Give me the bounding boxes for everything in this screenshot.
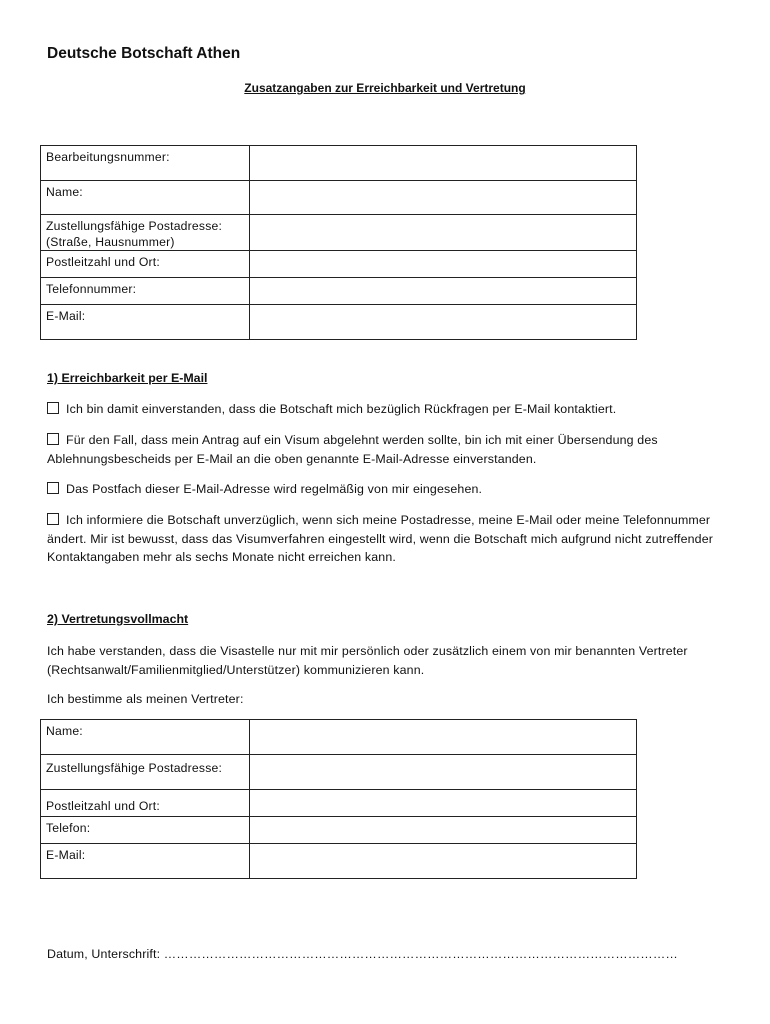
signature-line[interactable]: Datum, Unterschrift: ……………………………………………………………………………………………………………	[47, 947, 678, 961]
label-postadresse	[41, 215, 250, 251]
form-title: Zusatzangaben zur Erreichbarkeit und Vertretung	[244, 81, 526, 95]
rep-label-email: E-Mail:	[41, 844, 250, 879]
checkbox-rejection-email[interactable]	[47, 433, 59, 445]
rep-label-telefon: Telefon:	[41, 817, 250, 844]
rep-field-postadresse[interactable]	[250, 755, 637, 790]
rep-field-telefon[interactable]	[250, 817, 637, 844]
label-email: E-Mail:	[41, 305, 250, 340]
field-plz-ort[interactable]	[250, 251, 637, 278]
checkbox-inform-changes[interactable]	[47, 513, 59, 525]
representative-table	[40, 719, 637, 879]
checkbox-text: Ich informiere die Botschaft unverzüglich, wenn sich meine Postadresse, meine E-Mail oder meine Telefonnummer ändert. Mir ist bewusst, dass das Visumverfahren eingestellt wird, wenn die Botschaft mich aufgrund nicht zutreffender Kontaktangaben mehr als sechs Monate nicht erreichen kann.	[47, 513, 714, 564]
checkbox-item-rejection-email	[47, 431, 727, 468]
representative-explanation: Ich habe verstanden, dass die Visastelle nur mit mir persönlich oder zusätzlich einem von mir benannten Vertreter (Rechtsanwalt/Familienmitglied/Unterstützer) kommunizieren kann.	[47, 644, 688, 677]
label-bearbeitungsnummer: Bearbeitungsnummer:	[41, 146, 250, 181]
field-telefonnummer[interactable]	[250, 278, 637, 305]
section1-heading: 1) Erreichbarkeit per E-Mail	[47, 371, 208, 385]
label-plz-ort: Postleitzahl und Ort:	[41, 251, 250, 278]
rep-field-email[interactable]	[250, 844, 637, 879]
checkbox-text: Ich bin damit einverstanden, dass die Botschaft mich bezüglich Rückfragen per E-Mail kontaktiert.	[66, 402, 617, 416]
applicant-table	[40, 145, 637, 340]
checkbox-text: Das Postfach dieser E-Mail-Adresse wird regelmäßig von mir eingesehen.	[66, 482, 483, 496]
checkbox-item-email-contact	[47, 400, 727, 419]
rep-field-plz-ort[interactable]	[250, 790, 637, 817]
section2-heading: 2) Vertretungsvollmacht	[47, 612, 189, 626]
label-telefonnummer: Telefonnummer:	[41, 278, 250, 305]
embassy-name: Deutsche Botschaft Athen	[47, 45, 241, 62]
rep-label-name: Name:	[41, 720, 250, 755]
checkbox-email-contact[interactable]	[47, 402, 59, 414]
rep-label-plz-ort: Postleitzahl und Ort:	[41, 790, 250, 817]
label-name: Name:	[41, 181, 250, 215]
checkbox-mailbox-checked[interactable]	[47, 482, 59, 494]
field-bearbeitungsnummer[interactable]	[250, 146, 637, 181]
field-email[interactable]	[250, 305, 637, 340]
label-postadresse-line1: Zustellungsfähige Postadresse:	[46, 219, 223, 233]
rep-field-name[interactable]	[250, 720, 637, 755]
field-name[interactable]	[250, 181, 637, 215]
checkbox-text: Für den Fall, dass mein Antrag auf ein Visum abgelehnt werden sollte, bin ich mit einer Übersendung des Ablehnungsbescheids per E-Mail an die oben genannte E-Mail-Adresse einverstanden.	[47, 433, 658, 466]
label-postadresse-line2: (Straße, Hausnummer)	[46, 235, 175, 249]
field-postadresse[interactable]	[250, 215, 637, 251]
checkbox-item-mailbox-checked	[47, 480, 727, 499]
representative-intro: Ich bestimme als meinen Vertreter:	[47, 692, 244, 706]
rep-label-postadresse: Zustellungsfähige Postadresse:	[41, 755, 250, 790]
checkbox-item-inform-changes	[47, 511, 727, 567]
